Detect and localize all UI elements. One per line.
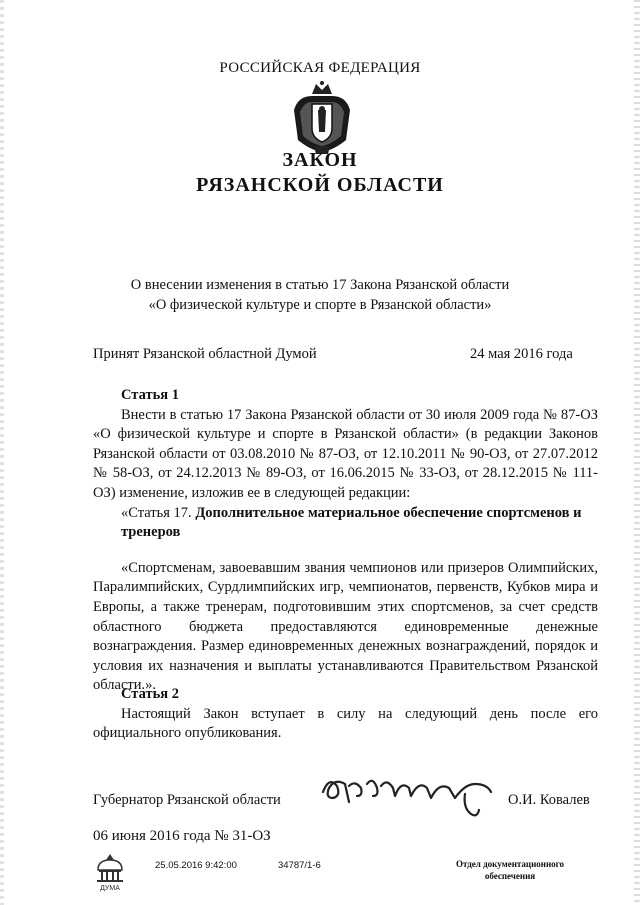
article-1 — [93, 386, 598, 696]
logo-text: ДУМА — [100, 885, 120, 892]
scan-edge-right — [634, 0, 640, 905]
department-line-1: Отдел документационного — [455, 859, 565, 869]
duma-logo-icon — [93, 852, 127, 892]
adoption-date: 24 мая 2016 года — [470, 346, 573, 362]
signer-name: О.И. Ковалев — [508, 792, 590, 808]
law-title-line-2: «О физической культуре и спорте в Рязанской области» — [148, 297, 492, 313]
article-2-text: Настоящий Закон вступает в силу на следующий день после его официального опубликования. — [93, 705, 598, 742]
coat-of-arms-icon — [290, 80, 354, 156]
new-article-text: «Спортсменам, завоевавшим звания чемпионов или призеров Олимпийских, Паралимпийских, Сурдлимпийских игр, чемпионатов, первенств, Кубков мира и Европы, а также тренерам, подготовившим этих спортсменов, за счет средств областного бюджета предоставляются единовременные денежные вознаграждения. Размер единовременных денежных вознаграждений, порядок и условия их назначения и выплаты устанавливаются Правительством Рязанской области.». — [93, 559, 598, 694]
signer-position: Губернатор Рязанской области — [93, 792, 281, 808]
law-heading — [0, 148, 640, 198]
article-2 — [93, 685, 598, 744]
law-line-2: РЯЗАНСКОЙ ОБЛАСТИ — [196, 174, 444, 196]
country-heading: РОССИЙСКАЯ ФЕДЕРАЦИЯ — [219, 60, 421, 76]
law-title — [0, 275, 640, 315]
scan-edge-left — [0, 0, 4, 905]
new-article-heading — [121, 504, 598, 543]
article-2-heading: Статья 2 — [121, 686, 179, 702]
law-line-1: ЗАКОН — [282, 149, 358, 171]
new-article-prefix: «Статья 17. — [121, 504, 192, 521]
article-1-heading: Статья 1 — [121, 387, 179, 403]
handwritten-signature — [315, 762, 515, 820]
law-date-number: 06 июня 2016 года № 31-ОЗ — [93, 828, 271, 844]
new-article-title: Дополнительное материальное обеспечение спортсменов и тренеров — [121, 504, 582, 541]
article-1-intro: Внести в статью 17 Закона Рязанской области от 30 июля 2009 года № 87-ОЗ «О физической культуре и спорте в Рязанской области» (в редакции Законов Рязанской области от 03.08.2010 № 87-ОЗ, от 12.10.2011 № 90-ОЗ, от 27.07.2012 № 58-ОЗ, от 24.12.2013 № 89-ОЗ, от 16.06.2015 № 33-ОЗ, от 28.12.2015 № 111-ОЗ) изменение, изложив ее в следующей редакции: — [93, 406, 598, 501]
stamp-number: 34787/1-6 — [278, 860, 321, 871]
department-line-2: обеспечения — [484, 871, 536, 881]
stamp-datetime: 25.05.2016 9:42:00 — [155, 860, 237, 871]
department-stamp — [440, 858, 580, 882]
law-title-line-1: О внесении изменения в статью 17 Закона Рязанской области — [130, 277, 510, 293]
adopted-by: Принят Рязанской областной Думой — [93, 346, 317, 362]
